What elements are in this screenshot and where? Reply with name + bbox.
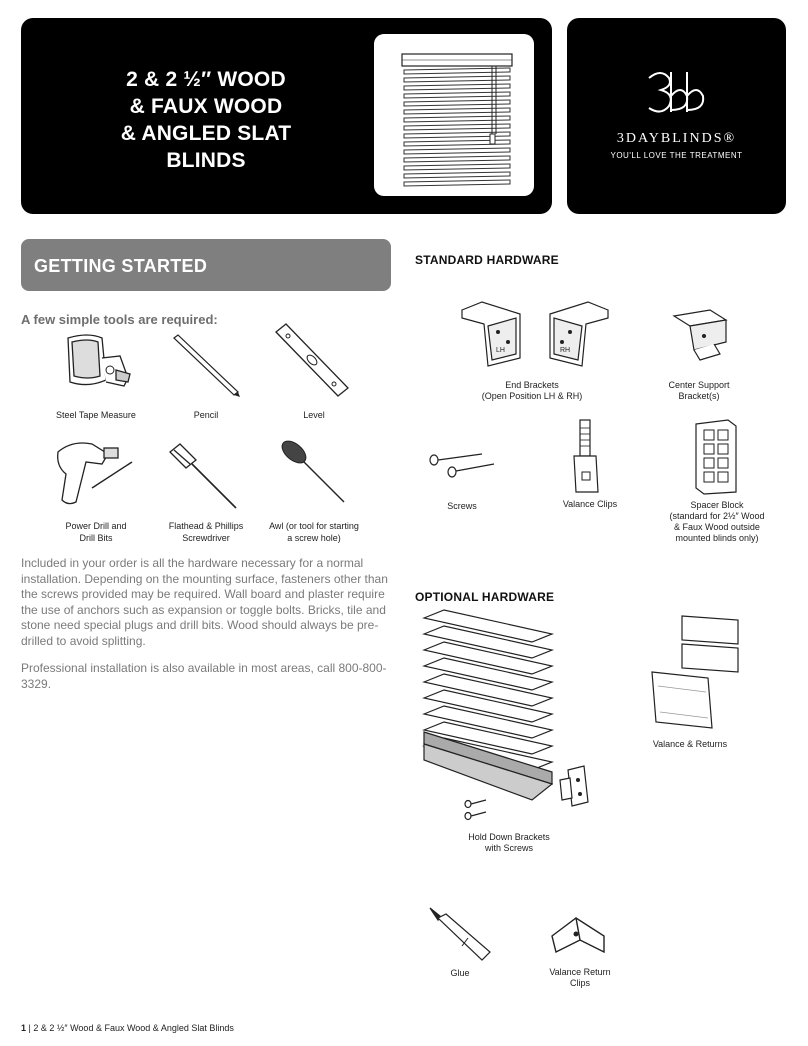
title-line-1: 2 & 2 ½″ WOOD: [126, 68, 286, 91]
spacer-block-icon: [692, 418, 740, 496]
title-line-3: & ANGLED SLAT: [120, 122, 292, 145]
standard-hardware-heading: STANDARD HARDWARE: [415, 253, 559, 267]
tape-measure-icon: [58, 330, 134, 400]
installation-paragraph: Professional installation is also available in most areas, call 800-800-3329.: [21, 661, 387, 691]
tool-label-awl-line-2: a screw hole): [287, 533, 341, 543]
brand-name: 3DAYBLINDS®: [616, 131, 737, 146]
center-support-label-line-2: Bracket(s): [678, 391, 720, 401]
screwdriver-icon: [166, 442, 240, 512]
title-line-4: BLINDS: [166, 149, 246, 172]
hold-down-brackets-label-line-1: Hold Down Brackets: [468, 832, 550, 842]
tools-heading: A few simple tools are required:: [21, 312, 218, 327]
document-title: [81, 66, 331, 174]
awl-icon: [278, 436, 348, 506]
page-number: 1: [21, 1023, 27, 1033]
spacer-block-label-line-1: Spacer Block: [690, 500, 744, 510]
screws-icon: [426, 446, 498, 480]
valance-returns-label: Valance & Returns: [652, 739, 728, 749]
wood-blind-icon: [374, 34, 534, 196]
tool-label-screwdriver-line-2: Screwdriver: [182, 533, 230, 543]
bracket-label-rh: RH: [560, 347, 571, 354]
valance-return-clip-icon: [548, 914, 610, 956]
screws-label: Screws: [447, 501, 477, 511]
valance-return-clips-label-line-2: Clips: [569, 978, 590, 988]
brand-tagline: YOU'LL LOVE THE TREATMENT: [610, 151, 743, 160]
brand-logo-panel: [567, 18, 786, 214]
power-drill-icon: [52, 434, 134, 512]
valance-return-clips-label-line-1: Valance Return: [549, 967, 611, 977]
spacer-block-label-line-2: (standard for 2½″ Wood: [669, 511, 765, 521]
center-support-bracket-icon: [670, 306, 730, 364]
tool-label-screwdriver-line-1: Flathead & Phillips: [168, 521, 244, 531]
optional-hardware-heading: OPTIONAL HARDWARE: [415, 590, 555, 604]
tool-label-awl-line-1: Awl (or tool for starting: [269, 521, 359, 531]
hold-down-brackets-label: [450, 832, 568, 854]
getting-started-title: GETTING STARTED: [34, 256, 208, 276]
glue-icon: [428, 906, 494, 964]
hold-down-brackets-label-line-2: with Screws: [484, 843, 533, 853]
bracket-label-lh: LH: [496, 347, 505, 354]
blind-product-image: [374, 34, 534, 196]
spacer-block-label: [652, 500, 782, 544]
end-brackets-icon: [458, 296, 612, 368]
tool-label-drill-line-2: Drill Bits: [79, 533, 113, 543]
end-brackets-label: [460, 380, 604, 402]
title-line-2: & FAUX WOOD: [129, 95, 283, 118]
page-footer: [21, 1023, 234, 1033]
title-banner: [21, 18, 552, 214]
valance-clips-label: Valance Clips: [562, 499, 618, 509]
glue-label: Glue: [450, 968, 470, 978]
3db-monogram-icon: [641, 66, 707, 118]
valance-returns-icon: [648, 612, 742, 730]
tool-label-drill-line-1: Power Drill and: [65, 521, 127, 531]
getting-started-header: [21, 239, 391, 291]
center-support-label: [652, 380, 746, 402]
end-brackets-label-line-1: End Brackets: [505, 380, 559, 390]
pencil-icon: [170, 332, 242, 398]
footer-separator: |: [28, 1023, 31, 1033]
tool-label-pencil: Pencil: [193, 410, 219, 420]
tool-label-awl: [258, 520, 370, 544]
footer-title: 2 & 2 ½″ Wood & Faux Wood & Angled Slat Blinds: [33, 1023, 234, 1033]
valance-return-clips-label: [536, 967, 624, 989]
center-support-label-line-1: Center Support: [668, 380, 730, 390]
tool-label-drill: [45, 520, 147, 544]
end-brackets-label-line-2: (Open Position LH & RH): [481, 391, 583, 401]
tool-label-screwdriver: [155, 520, 257, 544]
valance-clip-icon: [568, 418, 604, 496]
level-icon: [272, 322, 352, 402]
hold-down-brackets-icon: [420, 608, 600, 822]
tool-label-tape: Steel Tape Measure: [56, 410, 136, 420]
spacer-block-label-line-3: & Faux Wood outside: [674, 522, 760, 532]
hardware-paragraph: Included in your order is all the hardware necessary for a normal installation. Depending on the mounting surface, fasteners other than the screws provided may be required. Wall board and plaster require the use of anchors such as expansion or toggle bolts. Bricks, tile and stone need special plugs and drill bits. Wood should always be pre-drilled to avoid splitting.: [21, 556, 388, 648]
tool-label-level: Level: [303, 410, 325, 420]
spacer-block-label-line-4: mounted blinds only): [675, 533, 759, 543]
